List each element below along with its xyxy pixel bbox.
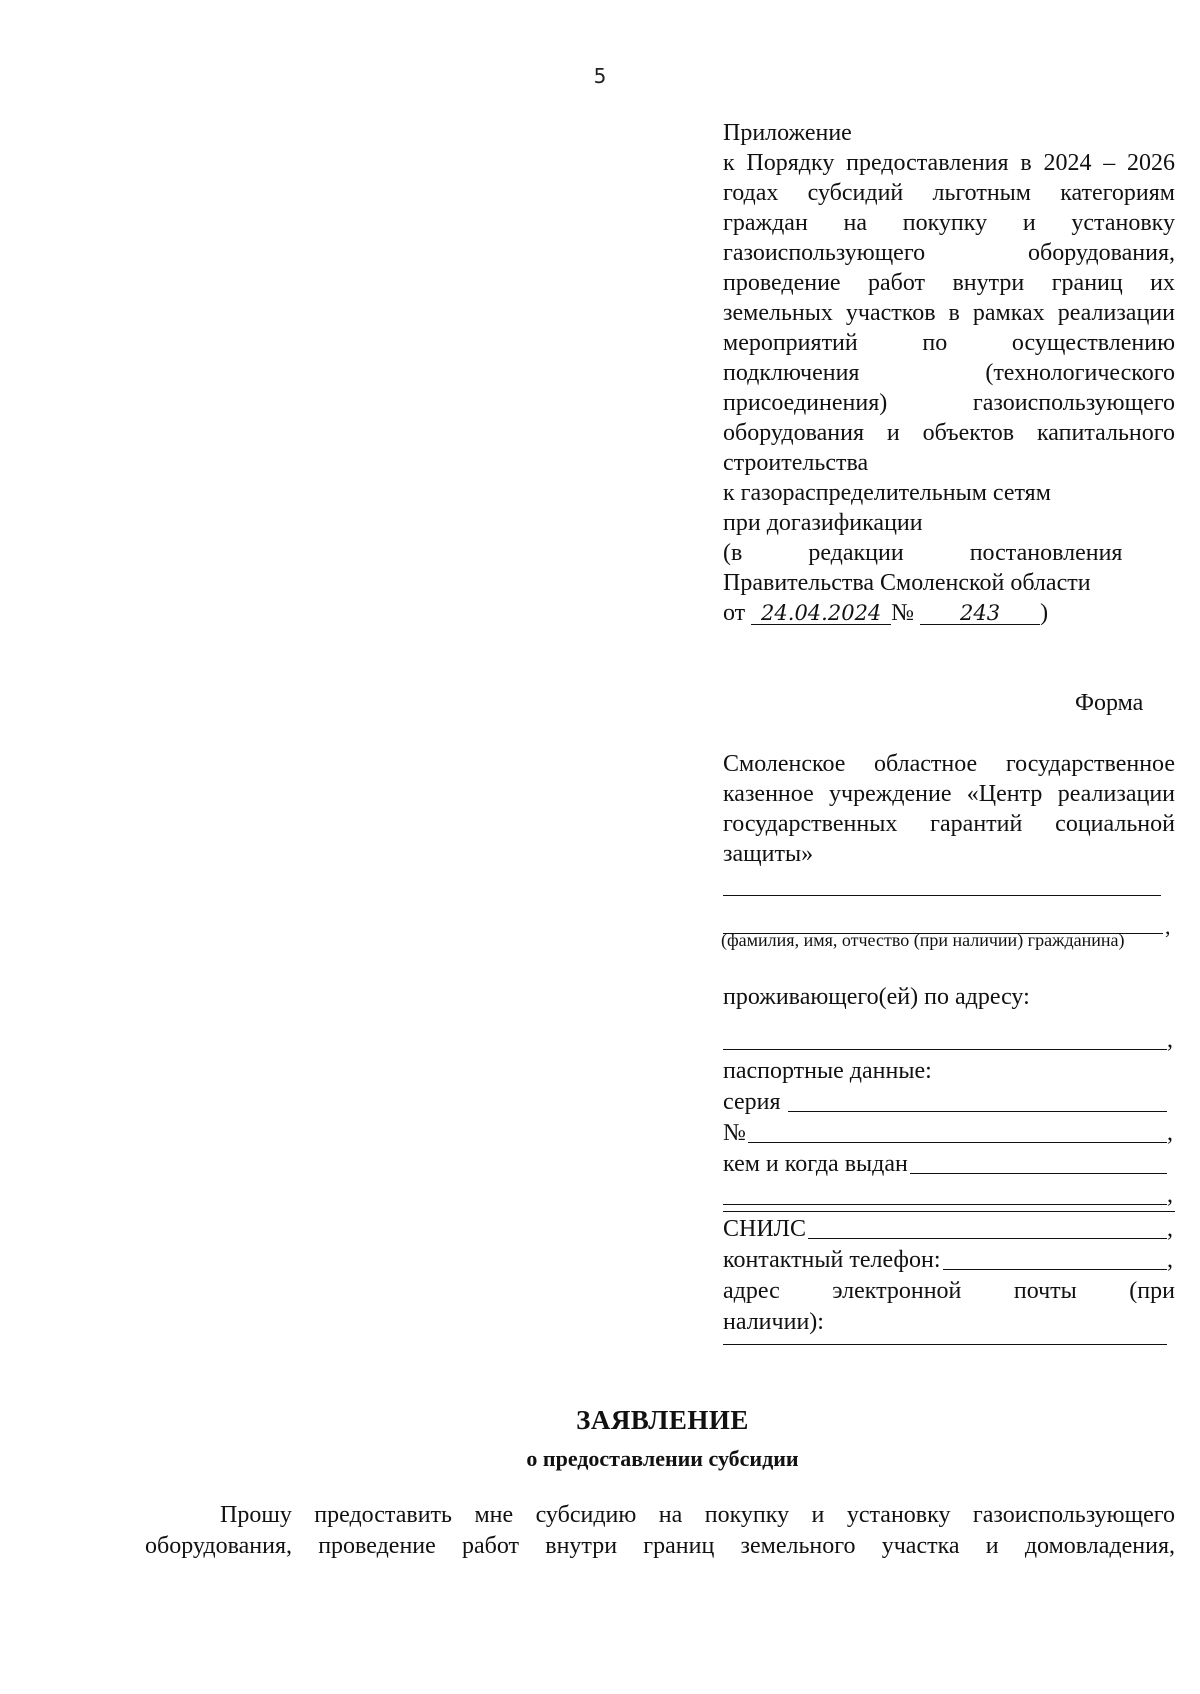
close-paren: ) (1040, 600, 1049, 626)
address-line (723, 1049, 1167, 1050)
passport-number-comma: , (1167, 1120, 1173, 1146)
residing-label: проживающего(ей) по адресу: (723, 984, 1030, 1010)
document-title: ЗАЯВЛЕНИЕ (576, 1405, 749, 1435)
handwritten-date: 24.04.2024 (751, 602, 891, 625)
number-sign: № (891, 600, 915, 626)
address-field[interactable] (723, 1025, 1175, 1056)
series-field[interactable] (723, 1087, 1175, 1118)
appendix-line-a: к газораспределительным сетям (723, 480, 1051, 506)
edition-text: (в редакции постановления (723, 540, 1123, 566)
appendix-heading: Приложение (723, 120, 852, 146)
appendix-line-b: при догазификации (723, 510, 923, 536)
snils-comma: , (1167, 1216, 1173, 1242)
address-comma: , (1167, 1027, 1173, 1053)
passport-number-field[interactable] (723, 1118, 1175, 1149)
passport-number-label: № (723, 1120, 746, 1146)
name-line-1-rule (723, 895, 1161, 896)
addressee: Смоленское областное государственное казенное учреждение «Центр реализации государственных гарантий социальной защиты» (723, 751, 1175, 867)
document-subtitle: о предоставлении субсидии (526, 1446, 799, 1471)
passport-number-line (748, 1142, 1167, 1143)
passport-label: паспортные данные: (723, 1058, 932, 1084)
edition-line (723, 538, 1175, 568)
email-line (723, 1344, 1167, 1345)
issued-line-2 (723, 1204, 1167, 1205)
name-line-2-comma: , (1165, 914, 1171, 939)
series-line (788, 1111, 1167, 1112)
from-prefix: от (723, 600, 746, 626)
issued-line (910, 1173, 1167, 1174)
snils-line (808, 1238, 1167, 1239)
email-word-4: (при (1129, 1278, 1175, 1304)
page-number: 5 (593, 64, 607, 88)
form-label: Форма (1075, 690, 1144, 716)
applicant-fields (723, 982, 1175, 1351)
appendix-body: к Порядку предоставления в 2024 – 2026 годах субсидий льготным категориям граждан на покупку и установку газоиспользующего оборудования, проведение работ внутри границ их земельных участков в рамках реализации мероприятий по осуществлению подключения (технологического присоединения) газоиспользующего оборудования и объектов капитального строительства (723, 150, 1175, 476)
email-label-tail: наличии): (723, 1309, 824, 1335)
series-label: серия (723, 1089, 781, 1115)
handwritten-number: 243 (920, 602, 1040, 625)
email-word-2: электронной (832, 1278, 962, 1304)
email-field[interactable] (723, 1344, 1175, 1351)
email-label (723, 1276, 1175, 1307)
edition-line-2: Правительства Смоленской области (723, 570, 1091, 596)
snils-field[interactable] (723, 1211, 1175, 1245)
issued-field[interactable] (723, 1149, 1175, 1180)
snils-label: СНИЛС (723, 1216, 806, 1242)
body-paragraph: Прошу предоставить мне субсидию на покупку и установку газоиспользующего оборудования, проведение работ внутри границ земельного участка и домовладения, (145, 1502, 1175, 1559)
issued-label: кем и когда выдан (723, 1151, 908, 1177)
phone-comma: , (1167, 1247, 1173, 1273)
issued-comma: , (1167, 1182, 1173, 1208)
name-line-1[interactable] (723, 895, 1161, 896)
issued-field-2[interactable] (723, 1180, 1175, 1211)
email-word-3: почты (1013, 1278, 1077, 1304)
appendix-block (723, 118, 1175, 628)
phone-label: контактный телефон: (723, 1247, 941, 1273)
order-line (723, 598, 1175, 628)
email-word-1: адрес (723, 1278, 780, 1304)
name-caption: (фамилия, имя, отчество (при наличии) гражданина) (721, 930, 1125, 950)
phone-field[interactable] (723, 1245, 1175, 1276)
phone-line (943, 1269, 1168, 1270)
